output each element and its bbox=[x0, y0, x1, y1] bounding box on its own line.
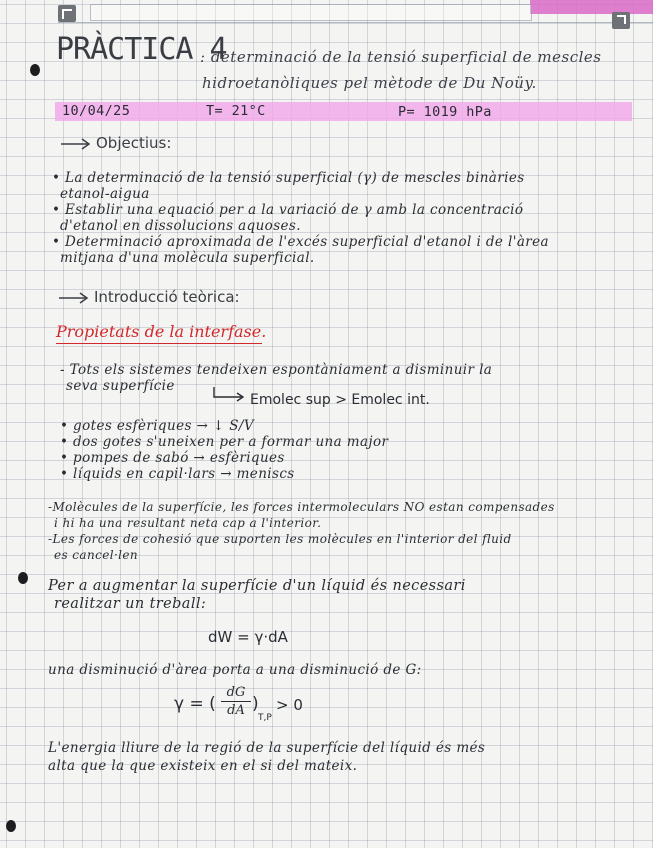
gibbs-fraction bbox=[221, 685, 251, 718]
temperature: T= 21°C bbox=[206, 103, 266, 119]
text-line: - Tots els sistemes tendeixen espontàniament a disminuir la bbox=[60, 362, 493, 378]
header-box bbox=[90, 4, 532, 21]
list-item: • gotes esfèriques → ↓ S/V bbox=[60, 418, 255, 434]
text-line: es cancel·len bbox=[54, 548, 139, 562]
pressure: P= 1019 hPa bbox=[398, 104, 492, 120]
list-item: • líquids en capil·lars → meniscs bbox=[60, 466, 295, 482]
text-line: alta que la que existeix en el si del mateix. bbox=[48, 758, 358, 774]
text-line: i hi ha una resultant neta cap a l'interior. bbox=[54, 516, 322, 530]
objective-line: etanol-aigua bbox=[60, 186, 150, 202]
text-line: L'energia lliure de la regió de la superfície del líquid és més bbox=[48, 740, 486, 756]
binder-hole bbox=[30, 64, 40, 76]
list-item: • pompes de sabó → esfèriques bbox=[60, 450, 285, 466]
objective-line: • Determinació aproximada de l'excés superficial d'etanol i de l'àrea bbox=[52, 234, 549, 250]
fraction-numerator: dG bbox=[226, 685, 246, 700]
arrow-right-icon bbox=[58, 292, 90, 304]
fraction-bar bbox=[221, 701, 251, 702]
binder-hole bbox=[6, 820, 16, 832]
subtitle-line: : determinació de la tensió superficial de mescles bbox=[200, 48, 602, 66]
greater-than-zero: > 0 bbox=[276, 696, 303, 714]
list-item: • dos gotes s'uneixen per a formar una major bbox=[60, 434, 389, 450]
gamma-close: ) bbox=[252, 694, 259, 714]
objective-line: • La determinació de la tensió superficial (γ) de mescles binàries bbox=[52, 170, 525, 186]
section-heading: Objectius: bbox=[96, 134, 172, 152]
corner-mark-icon bbox=[612, 12, 630, 29]
binder-hole bbox=[18, 572, 28, 584]
text-line: realitzar un treball: bbox=[54, 596, 207, 612]
date: 10/04/25 bbox=[62, 103, 131, 119]
date-highlight bbox=[55, 102, 632, 121]
text-line: -Molècules de la superfície, les forces intermoleculars NO estan compensades bbox=[48, 500, 555, 514]
energy-comparison: Emolec sup > Emolec int. bbox=[250, 392, 430, 408]
text-line: seva superfície bbox=[66, 378, 175, 394]
hook-arrow-icon bbox=[212, 386, 246, 402]
red-underline bbox=[56, 343, 262, 344]
section-heading: Introducció teòrica: bbox=[94, 288, 240, 306]
objective-line: • Establir una equació per a la variació de γ amb la concentració bbox=[52, 202, 524, 218]
text-line: una disminució d'àrea porta a una disminució de G: bbox=[48, 662, 422, 678]
objective-line: d'etanol en dissolucions aquoses. bbox=[60, 218, 301, 234]
text-line: -Les forces de cohesió que suporten les molècules en l'interior del fluid bbox=[48, 532, 512, 546]
gamma-open: γ = ( bbox=[174, 694, 216, 714]
text-line: Per a augmentar la superfície d'un líquid és necessari bbox=[48, 578, 466, 594]
header-strip bbox=[58, 0, 653, 23]
page-title: PRÀCTICA 4 bbox=[56, 32, 227, 67]
arrow-right-icon bbox=[60, 138, 92, 150]
corner-mark-icon bbox=[58, 5, 76, 22]
subtitle-line: hidroetanòliques pel mètode de Du Noüy. bbox=[202, 74, 537, 92]
objective-line: mitjana d'una molècula superficial. bbox=[60, 250, 315, 266]
work-equation: dW = γ·dA bbox=[208, 628, 288, 646]
fraction-denominator: dA bbox=[227, 703, 245, 718]
subscript-tp: T,P bbox=[258, 713, 272, 723]
section-title-red: Propietats de la interfase. bbox=[56, 322, 267, 341]
